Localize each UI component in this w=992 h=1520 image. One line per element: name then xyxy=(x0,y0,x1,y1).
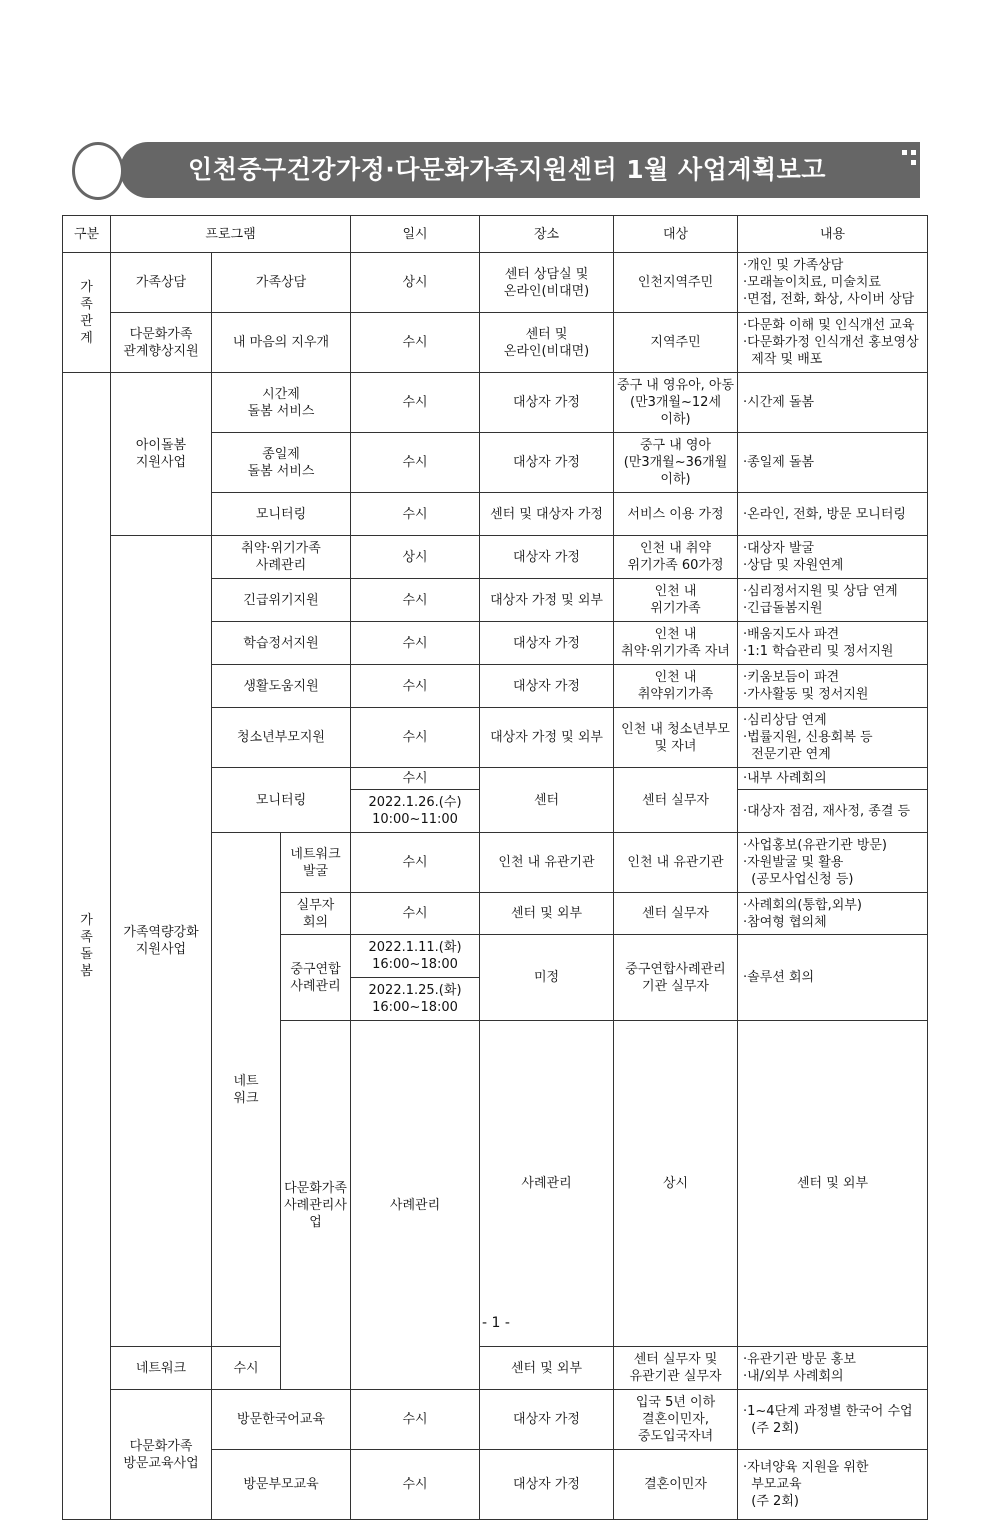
category-family-care: 가 족 돌 봄 xyxy=(63,373,111,1520)
program-cell: 종일제 돌봄 서비스 xyxy=(212,433,351,493)
program-cell: 네트워크 xyxy=(111,1347,212,1390)
program-cell: 시간제 돌봄 서비스 xyxy=(212,373,351,433)
group-case-mgmt: 사례관리 xyxy=(351,1021,480,1390)
date-cell: 2022.1.25.(화) 16:00~18:00 xyxy=(351,978,480,1021)
date-cell: 수시 xyxy=(351,493,480,536)
place-cell: 센터 및 외부 xyxy=(738,1021,928,1347)
group-family-strength: 가족역량강화 지원사업 xyxy=(111,536,212,1347)
table-row xyxy=(63,1347,928,1390)
content-cell: ·자녀양육 지원을 위한 부모교육 (주 2회) xyxy=(738,1450,928,1520)
content-cell: ·유관기관 방문 홍보 ·내/외부 사례회의 xyxy=(738,1347,928,1390)
table-header-row xyxy=(63,216,928,253)
program-cell: 중구연합 사례관리 xyxy=(281,935,351,1021)
content-cell: ·대상자 점검, 재사정, 종결 등 xyxy=(738,790,928,833)
content-cell: ·사례회의(통합,외부) ·참여형 협의체 xyxy=(738,893,928,935)
place-cell: 대상자 가정 xyxy=(480,373,614,433)
page-title: 인천중구건강가정·다문화가족지원센터 1월 사업계획보고 xyxy=(188,155,826,184)
date-cell: 수시 xyxy=(351,708,480,768)
content-cell: ·심리정서지원 및 상담 연계 ·긴급돌봄지원 xyxy=(738,579,928,622)
place-cell: 센터 xyxy=(480,768,614,833)
program-cell: 방문한국어교육 xyxy=(212,1390,351,1450)
content-cell: ·1~4단계 과정별 한국어 수업 (주 2회) xyxy=(738,1390,928,1450)
target-cell: 인천 내 유관기관 xyxy=(614,833,738,893)
place-cell: 대상자 가정 xyxy=(480,1390,614,1450)
place-cell: 센터 및 온라인(비대면) xyxy=(480,313,614,373)
target-cell: 인천 내 청소년부모 및 자녀 xyxy=(614,708,738,768)
group-child-care: 아이돌봄 지원사업 xyxy=(111,373,212,536)
table-row xyxy=(63,1390,928,1450)
date-cell: 수시 xyxy=(351,833,480,893)
target-cell: 인천 내 취약 위기가족 60가정 xyxy=(614,536,738,579)
place-cell: 대상자 가정 xyxy=(480,665,614,708)
header-gubun: 구분 xyxy=(63,216,111,253)
category-family-relations: 가 족 관 계 xyxy=(63,253,111,373)
target-cell: 센터 실무자 xyxy=(614,893,738,935)
target-cell: 중구 내 영유아, 아동 (만3개월~12세 이하) xyxy=(614,373,738,433)
place-cell: 센터 상담실 및 온라인(비대면) xyxy=(480,253,614,313)
header-program: 프로그램 xyxy=(111,216,351,253)
target-cell: 인천 내 위기가족 xyxy=(614,579,738,622)
target-cell: 인천지역주민 xyxy=(614,253,738,313)
target-cell: 센터 실무자 및 유관기관 실무자 xyxy=(614,1347,738,1390)
date-cell: 수시 xyxy=(351,1450,480,1520)
program-cell: 내 마음의 지우개 xyxy=(212,313,351,373)
date-cell: 수시 xyxy=(351,433,480,493)
content-cell: ·내부 사례회의 xyxy=(738,768,928,790)
content-cell: ·시간제 돌봄 xyxy=(738,373,928,433)
program-cell: 청소년부모지원 xyxy=(212,708,351,768)
date-cell: 수시 xyxy=(351,579,480,622)
program-cell: 취약·위기가족 사례관리 xyxy=(212,536,351,579)
date-cell: 수시 xyxy=(351,893,480,935)
place-cell: 대상자 가정 및 외부 xyxy=(480,708,614,768)
content-cell: ·심리상담 연계 ·법률지원, 신용회복 등 전문기관 연계 xyxy=(738,708,928,768)
program-cell: 가족상담 xyxy=(212,253,351,313)
table-row xyxy=(63,253,928,313)
place-cell: 미정 xyxy=(480,935,614,1021)
target-cell: 중구 내 영아 (만3개월~36개월 이하) xyxy=(614,433,738,493)
program-cell: 사례관리 xyxy=(480,1021,614,1347)
date-cell: 수시 xyxy=(212,1347,281,1390)
program-cell: 모니터링 xyxy=(212,768,351,833)
content-cell: ·배움지도사 파견 ·1:1 학습관리 및 정서지원 xyxy=(738,622,928,665)
header-target: 대상 xyxy=(614,216,738,253)
banner-ring-icon xyxy=(72,142,124,200)
corner-dot-icon xyxy=(902,150,907,155)
date-cell: 상시 xyxy=(351,536,480,579)
content-cell: ·키움보듬이 파견 ·가사활동 및 정서지원 xyxy=(738,665,928,708)
header-place: 장소 xyxy=(480,216,614,253)
target-cell: 중구연합사례관리 기관 실무자 xyxy=(614,935,738,1021)
table-row xyxy=(63,373,928,433)
target-cell: 지역주민 xyxy=(614,313,738,373)
page-number: - 1 - xyxy=(482,1315,510,1331)
target-cell: 인천 내 취약·위기가족 자녀 xyxy=(614,622,738,665)
target-cell: 입국 5년 이하 결혼이민자, 중도입국자녀 xyxy=(614,1390,738,1450)
program-cell: 긴급위기지원 xyxy=(212,579,351,622)
place-cell: 대상자 가정 및 외부 xyxy=(480,579,614,622)
date-cell: 수시 xyxy=(351,373,480,433)
group-multicultural-case: 다문화가족 사례관리사업 xyxy=(281,1021,351,1390)
place-cell: 센터 및 외부 xyxy=(480,1347,614,1390)
title-banner xyxy=(72,142,922,198)
corner-dot-icon xyxy=(911,160,916,165)
program-cell: 모니터링 xyxy=(212,493,351,536)
content-cell: ·솔루션 회의 xyxy=(738,935,928,1021)
target-cell: 센터 실무자 xyxy=(614,768,738,833)
content-cell: ·온라인, 전화, 방문 모니터링 xyxy=(738,493,928,536)
place-cell: 대상자 가정 xyxy=(480,536,614,579)
program-cell: 네트워크 발굴 xyxy=(281,833,351,893)
place-cell: 센터 및 대상자 가정 xyxy=(480,493,614,536)
target-cell: 서비스 이용 가정 xyxy=(614,493,738,536)
date-cell: 수시 xyxy=(351,768,480,790)
group-cell: 가족상담 xyxy=(111,253,212,313)
program-cell: 실무자 회의 xyxy=(281,893,351,935)
place-cell: 대상자 가정 xyxy=(480,622,614,665)
program-cell: 학습정서지원 xyxy=(212,622,351,665)
date-cell: 상시 xyxy=(351,253,480,313)
date-cell: 수시 xyxy=(351,622,480,665)
place-cell: 인천 내 유관기관 xyxy=(480,833,614,893)
program-cell: 방문부모교육 xyxy=(212,1450,351,1520)
date-cell: 수시 xyxy=(351,1390,480,1450)
target-cell: 결혼이민자 xyxy=(614,1450,738,1520)
date-cell: 2022.1.11.(화) 16:00~18:00 xyxy=(351,935,480,978)
table-row xyxy=(63,536,928,579)
place-cell: 센터 및 외부 xyxy=(480,893,614,935)
group-multicultural-visit: 다문화가족 방문교육사업 xyxy=(111,1390,212,1520)
date-cell: 상시 xyxy=(614,1021,738,1347)
date-cell: 2022.1.26.(수) 10:00~11:00 xyxy=(351,790,480,833)
target-cell: 인천 내 취약위기가족 xyxy=(614,665,738,708)
corner-dot-icon xyxy=(911,150,916,155)
group-cell: 다문화가족 관계향상지원 xyxy=(111,313,212,373)
program-cell: 생활도움지원 xyxy=(212,665,351,708)
group-network: 네트 워크 xyxy=(212,833,281,1347)
content-cell: ·다문화 이해 및 인식개선 교육 ·다문화가정 인식개선 홍보영상 제작 및 배포 xyxy=(738,313,928,373)
header-content: 내용 xyxy=(738,216,928,253)
header-date: 일시 xyxy=(351,216,480,253)
date-cell: 수시 xyxy=(351,665,480,708)
content-cell: ·종일제 돌봄 xyxy=(738,433,928,493)
date-cell: 수시 xyxy=(351,313,480,373)
content-cell: ·개인 및 가족상담 ·모래놀이치료, 미술치료 ·면접, 전화, 화상, 사이버 상담 xyxy=(738,253,928,313)
place-cell: 대상자 가정 xyxy=(480,433,614,493)
table-row xyxy=(63,313,928,373)
content-cell: ·사업홍보(유관기관 방문) ·자원발굴 및 활용 (공모사업신청 등) xyxy=(738,833,928,893)
place-cell: 대상자 가정 xyxy=(480,1450,614,1520)
content-cell: ·대상자 발굴 ·상담 및 자원연계 xyxy=(738,536,928,579)
